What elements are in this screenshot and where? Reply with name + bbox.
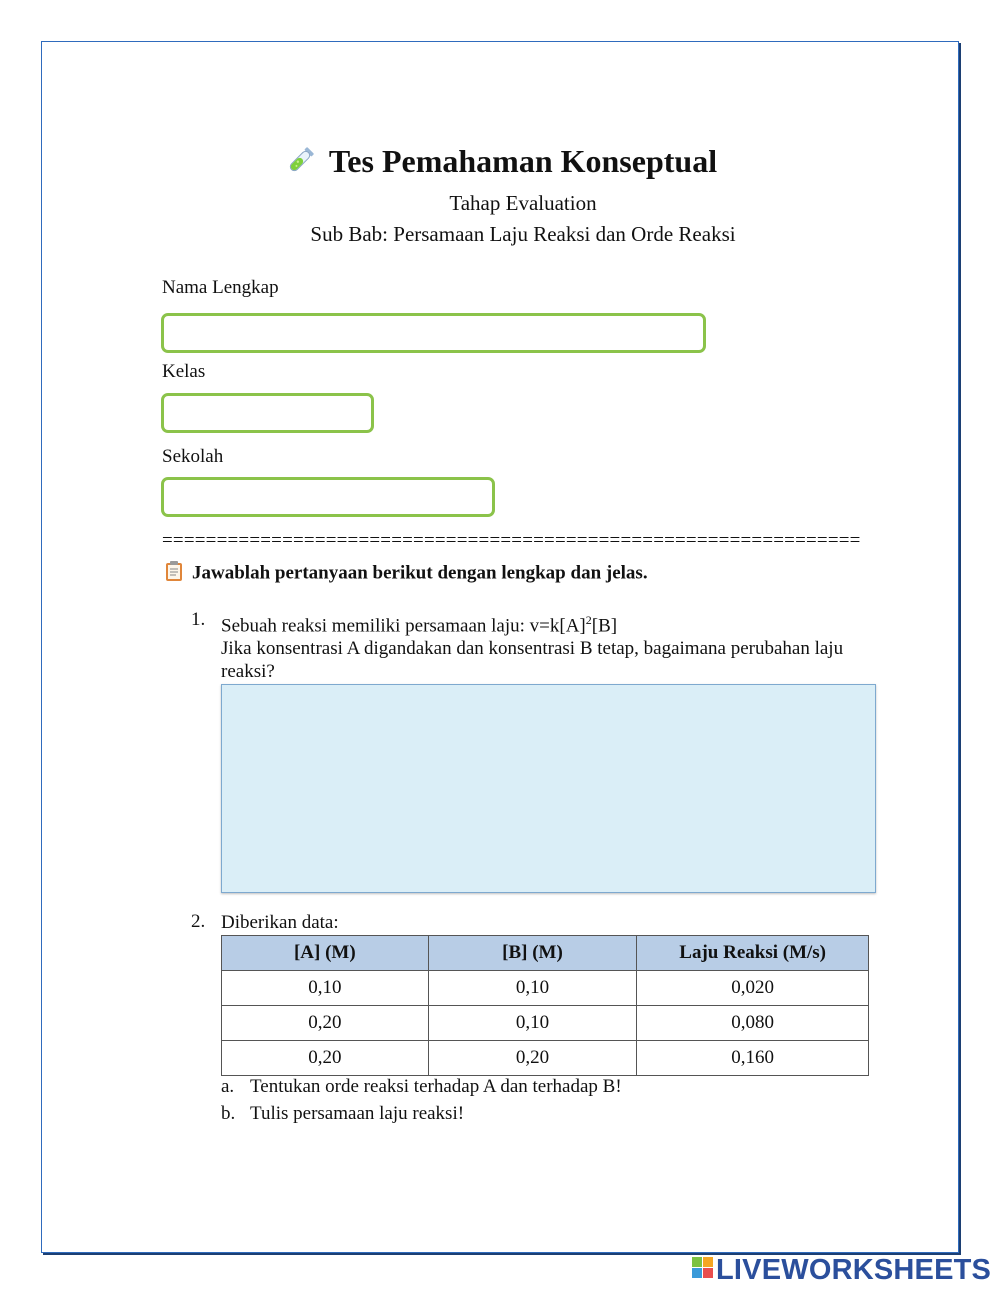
question-1-number: 1. (191, 609, 206, 630)
question-1-text (221, 609, 843, 683)
question-1-line-1: Sebuah reaksi memiliki persamaan laju: $v=k[A]^2[B]$ (221, 613, 618, 637)
instruction-text: Jawablah pertanyaan berikut dengan lengkap dan jelas. (192, 562, 648, 584)
page-title (0, 143, 1000, 186)
separator-line: ================================================================ (162, 530, 861, 551)
table-header-cell: [A] (M) (222, 936, 429, 971)
question-1-answer-box[interactable] (221, 684, 876, 893)
test-tube-icon (283, 144, 317, 186)
table-cell: 0,080 (637, 1006, 869, 1041)
name-input[interactable] (161, 313, 706, 353)
subchapter-subtitle: Sub Bab: Persamaan Laju Reaksi dan Orde Reaksi (310, 222, 736, 246)
question-2b-text: Tulis persamaan laju reaksi! (250, 1103, 465, 1124)
stage-subtitle: Tahap Evaluation (449, 191, 597, 215)
title-text: Tes Pemahaman Konseptual (328, 143, 718, 179)
question-2b-marker: b. (221, 1103, 236, 1124)
table-cell: 0,20 (428, 1041, 637, 1076)
school-label: Sekolah (162, 446, 224, 467)
question-1-line-3: reaksi? (221, 661, 275, 683)
brand-text: LIVEWORKSHEETS (716, 1254, 992, 1286)
class-input[interactable] (161, 393, 374, 433)
table-header-row (222, 936, 869, 971)
table-row (222, 1006, 869, 1041)
table-cell: 0,20 (222, 1006, 429, 1041)
question-2a-text: Tentukan orde reaksi terhadap A dan terhadap B! (250, 1076, 622, 1097)
table-cell: 0,20 (222, 1041, 429, 1076)
table-header-cell: Laju Reaksi (M/s) (637, 936, 869, 971)
question-2b (221, 1103, 464, 1125)
name-label: Nama Lengkap (162, 277, 279, 298)
question-2a-marker: a. (221, 1076, 235, 1097)
table-cell: 0,020 (637, 971, 869, 1006)
question-2-text: Diberikan data: (221, 912, 339, 933)
liveworksheets-logo-icon (692, 1255, 714, 1288)
table-cell: 0,160 (637, 1041, 869, 1076)
instruction (164, 560, 648, 588)
question-1-line-2: Jika konsentrasi A digandakan dan konsentrasi B tetap, bagaimana perubahan laju (221, 638, 844, 660)
table-cell: 0,10 (428, 1006, 637, 1041)
table-header-cell: [B] (M) (428, 936, 637, 971)
table-cell: 0,10 (428, 971, 637, 1006)
school-input[interactable] (161, 477, 495, 517)
table-cell: 0,10 (222, 971, 429, 1006)
table-row (222, 971, 869, 1006)
table-row (222, 1041, 869, 1076)
data-table (221, 935, 869, 1076)
question-2a (221, 1076, 622, 1098)
question-2-number: 2. (191, 911, 206, 932)
class-label: Kelas (162, 361, 206, 382)
liveworksheets-brand (692, 1254, 991, 1288)
clipboard-icon (164, 560, 184, 588)
